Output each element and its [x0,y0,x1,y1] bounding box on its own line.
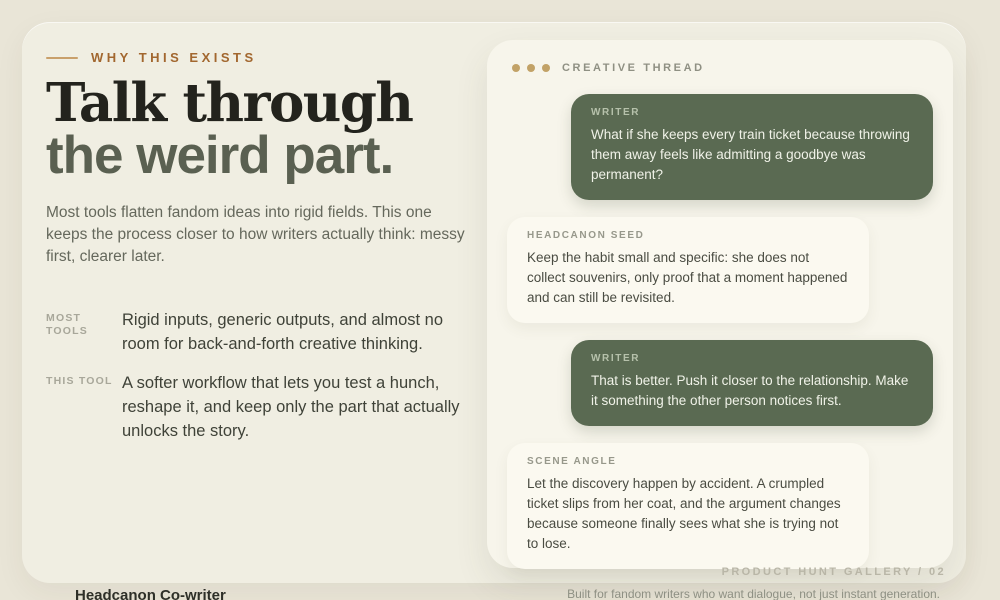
gallery-caption: PRODUCT HUNT GALLERY / 02 [721,566,946,578]
bubble-role-label: WRITER [591,107,641,118]
intro-section [46,42,486,443]
row-label: THIS TOOL [46,375,113,387]
intro-paragraph: Most tools flatten fandom ideas into rigid fields. This one keeps the process closer to how writers actually think: messy first, clearer later. [46,204,465,265]
bubble-text: What if she keeps every train ticket because throwing them away feels like admitting a goodbye was permanent? [591,127,910,182]
window-dot-icon [512,64,520,72]
bubble-text: Let the discovery happen by accident. A crumpled ticket slips from her coat, and the argument changes because someone finally sees what she is trying not to lose. [527,476,841,551]
comparison-rows [46,308,486,443]
message-list [507,94,933,569]
creative-thread-panel [487,40,953,568]
eyebrow-dash-line [46,57,78,59]
chat-bubble-writer [571,340,933,426]
bubble-role-label: HEADCANON SEED [527,230,645,241]
bottom-description: Built for fandom writers who want dialogue, not just instant generation. [567,587,940,600]
comparison-row-most-tools [46,308,486,356]
chat-bubble-headcanon-seed [507,217,869,323]
window-dot-icon [542,64,550,72]
chat-bubble-writer [571,94,933,200]
eyebrow [46,50,486,65]
main-card [22,22,966,583]
page-title-line2: the weird part. [46,126,394,185]
panel-header [507,62,933,74]
page-title [46,72,486,185]
bubble-text: That is better. Push it closer to the relationship. Make it something the other person notices first. [591,373,909,408]
panel-title: CREATIVE THREAD [562,62,705,74]
comparison-row-this-tool [46,371,486,443]
row-text: A softer workflow that lets you test a hunch, reshape it, and keep only the part that actually unlocks the story. [122,374,460,440]
bubble-role-label: WRITER [591,353,641,364]
chat-bubble-scene-angle [507,443,869,569]
page-title-line1: Talk through [46,72,413,134]
row-text: Rigid inputs, generic outputs, and almost no room for back-and-forth creative thinking. [122,311,444,353]
bottom-strip [0,587,1000,600]
window-dot-icon [527,64,535,72]
product-name-label: Headcanon Co-writer [75,587,226,600]
eyebrow-label: WHY THIS EXISTS [91,50,257,65]
row-label: MOST TOOLS [46,312,88,337]
bubble-text: Keep the habit small and specific: she does not collect souvenirs, only proof that a moment happened and can still be revisited. [527,250,848,305]
bubble-role-label: SCENE ANGLE [527,456,617,467]
